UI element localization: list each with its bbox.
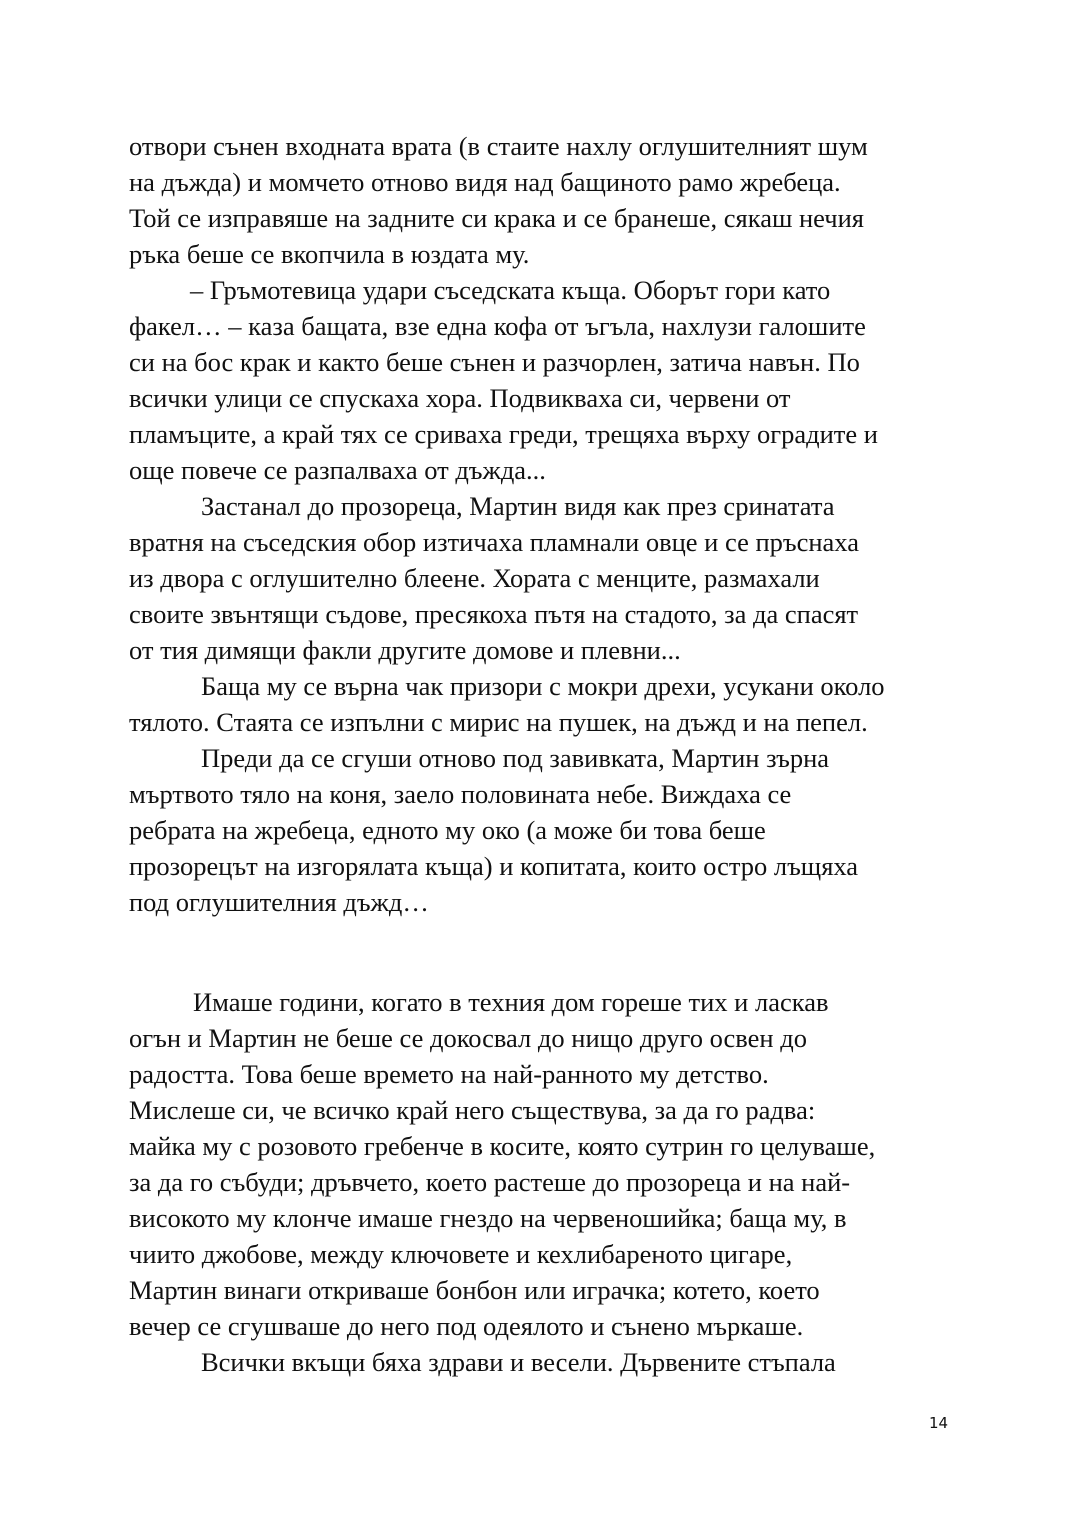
text-line: радостта. Това беше времето на най-ранното му детство. — [129, 1059, 769, 1089]
text-line: факел… – каза бащата, взе една кофа от ъгъла, нахлузи галошите — [129, 311, 866, 341]
text-line: на дъжда) и момчето отново видя над бащиното рамо жребеца. — [129, 167, 841, 197]
text-line: пламъците, а край тях се сриваха греди, трещяха върху оградите и — [129, 419, 878, 449]
text-line: за да го събуди; дръвчето, което растеше до прозореца и на най- — [129, 1167, 851, 1197]
text-line: Всички вкъщи бяха здрави и весели. Дървените стъпала — [201, 1347, 836, 1377]
text-line: ръка беше се вкопчила в юздата му. — [129, 239, 530, 269]
text-line: майка му с розовото гребенче в косите, която сутрин го целуваше, — [129, 1131, 876, 1161]
text-line: прозорецът на изгорялата къща) и копитата, които остро лъщяха — [129, 851, 859, 881]
text-line: високото му клонче имаше гнездо на червеношийка; баща му, в — [129, 1203, 847, 1233]
text-line: Имаше години, когато в техния дом гореше тих и ласкав — [193, 987, 829, 1017]
text-line: Преди да се сгуши отново под завивката, Мартин зърна — [201, 743, 830, 773]
text-line: под оглушителния дъжд… — [129, 887, 429, 917]
text-line: – Гръмотевица удари съседската къща. Оборът гори като — [190, 275, 831, 305]
text-line: тялото. Стаята се изпълни с мирис на пушек, на дъжд и на пепел. — [129, 707, 868, 737]
page-number: 14 — [929, 1414, 949, 1432]
text-line: Застанал до прозореца, Мартин видя как през сринатата — [201, 491, 835, 521]
text-line: Баща му се върна чак призори с мокри дрехи, усукани около — [201, 671, 885, 701]
text-line: от тия димящи факли другите домове и плевни... — [129, 635, 681, 665]
text-line: всички улици се спускаха хора. Подвикваха си, червени от — [129, 383, 791, 413]
text-line: ребрата на жребеца, едното му око (а може би това беше — [129, 815, 766, 845]
text-line: Той се изправяше на задните си крака и се бранеше, сякаш нечия — [129, 203, 864, 233]
text-line: вечер се сгушваше до него под одеялото и сънено мъркаше. — [129, 1311, 804, 1341]
text-line: вратня на съседския обор изтичаха пламнали овце и се пръснаха — [129, 527, 859, 557]
text-line: своите звънтящи съдове, пресякоха пътя на стадото, за да спасят — [129, 599, 859, 629]
text-line: си на бос крак и както беше сънен и разчорлен, затича навън. По — [129, 347, 860, 377]
text-line: Мислеше си, че всичко край него съществува, за да го радва: — [129, 1095, 816, 1125]
text-line: Мартин винаги откриваше бонбон или играчка; котето, което — [129, 1275, 820, 1305]
text-line: огън и Мартин не беше се докосвал до нищо друго освен до — [129, 1023, 807, 1053]
text-line: чиито джобове, между ключовете и кехлибареното цигаре, — [129, 1239, 793, 1269]
text-line: още повече се разпалваха от дъжда... — [129, 455, 546, 485]
text-line: из двора с оглушително блеене. Хората с менците, размахали — [129, 563, 820, 593]
text-line: отвори сънен входната врата (в стаите нахлу оглушителният шум — [129, 131, 868, 161]
text-line: мъртвото тяло на коня, заело половината небе. Виждаха се — [129, 779, 792, 809]
